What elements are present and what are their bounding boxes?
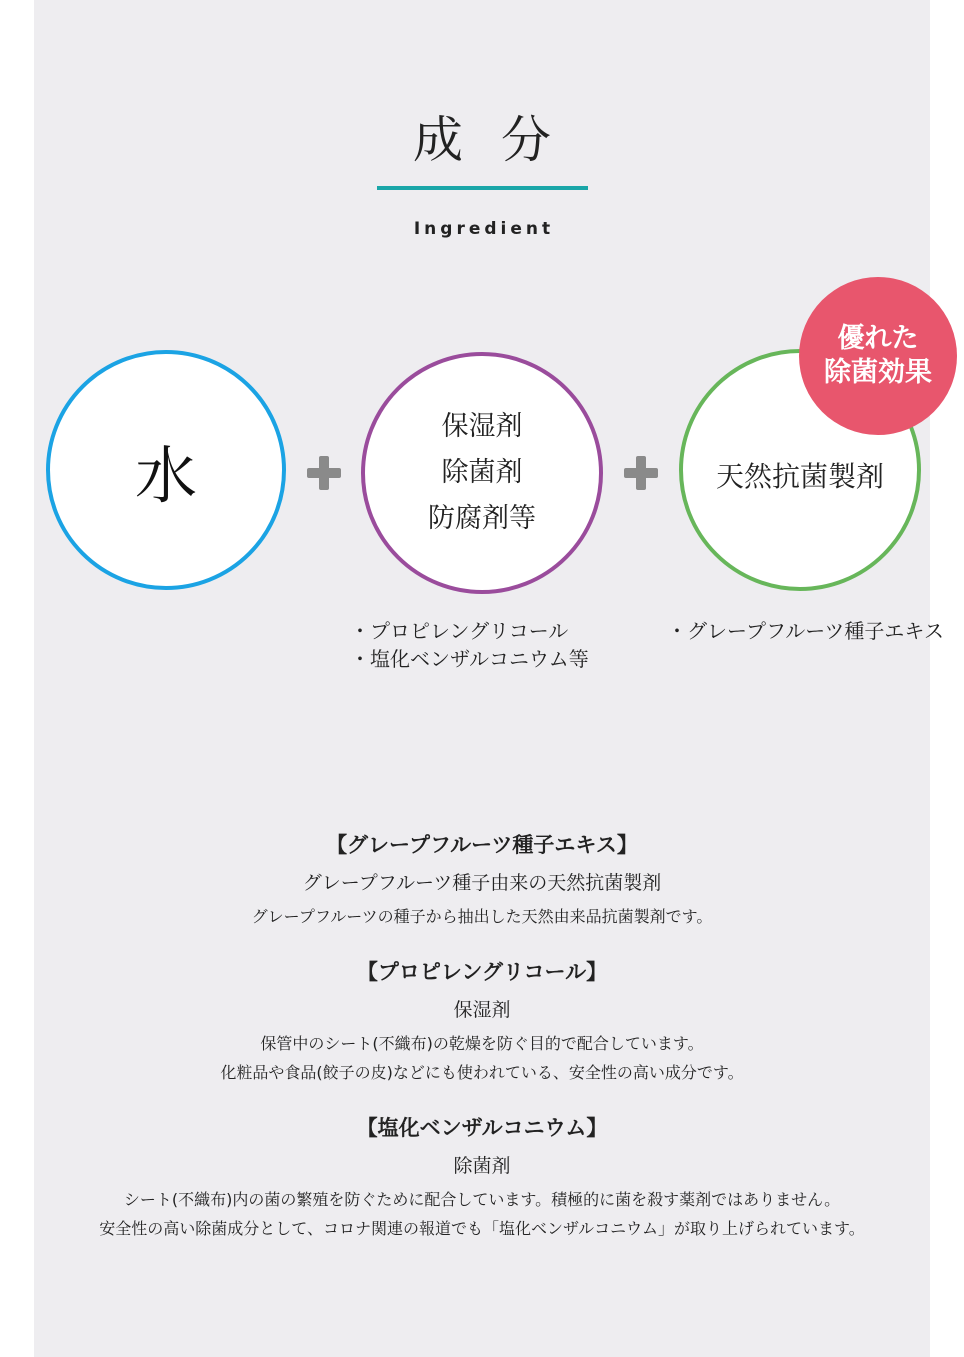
section-description — [34, 1185, 930, 1243]
additives-bullet-list — [350, 617, 589, 673]
water-circle — [46, 350, 286, 590]
section-title: 【プロピレングリコール】 — [356, 960, 608, 984]
page-title: 成分 — [413, 111, 589, 169]
effect-badge — [799, 277, 957, 435]
bullet-item: ・プロピレングリコール — [350, 619, 569, 643]
section-title: 【塩化ベンザルコニウム】 — [356, 1116, 608, 1140]
natural-bullet-list — [667, 617, 944, 645]
bullet-item: ・塩化ベンザルコニウム等 — [350, 647, 589, 671]
description-line: シート(不織布)内の菌の繁殖を防ぐために配合しています。積極的に菌を殺す薬剤ではありません。 — [123, 1190, 841, 1209]
title-underline — [377, 186, 588, 190]
section-subtitle: 保湿剤 — [453, 999, 511, 1021]
additives-labels — [428, 404, 536, 542]
additive-moisturizer: 保湿剤 — [441, 411, 523, 442]
bullet-item: ・グレープフルーツ種子エキス — [667, 619, 944, 643]
section-benzalkonium — [34, 1111, 930, 1243]
badge-line-1: 優れた — [837, 323, 919, 354]
description-line: 化粧品や食品(餃子の皮)などにも使われている、安全性の高い成分です。 — [220, 1063, 744, 1082]
page-subtitle: Ingredient — [413, 219, 555, 239]
plus-icon — [307, 456, 341, 490]
section-description: グレープフルーツの種子から抽出した天然由来品抗菌製剤です。 — [251, 907, 713, 926]
section-subtitle: 除菌剤 — [453, 1155, 511, 1177]
ingredient-details — [34, 828, 930, 1267]
section-description — [34, 1029, 930, 1087]
section-subtitle: グレープフルーツ種子由来の天然抗菌製剤 — [302, 872, 662, 894]
badge-line-2: 除菌効果 — [824, 357, 932, 388]
additive-disinfectant: 除菌剤 — [441, 457, 523, 488]
additive-preservative: 防腐剤等 — [428, 503, 536, 534]
section-grapefruit — [34, 828, 930, 931]
section-propylene-glycol — [34, 955, 930, 1087]
additives-circle — [361, 352, 603, 594]
water-label: 水 — [134, 438, 197, 512]
plus-icon — [624, 456, 658, 490]
description-line: 保管中のシート(不織布)の乾燥を防ぐ目的で配合しています。 — [260, 1034, 704, 1053]
natural-antibacterial-label: 天然抗菌製剤 — [715, 460, 884, 493]
description-line: 安全性の高い除菌成分として、コロナ関連の報道でも「塩化ベンザルコニウム」が取り上げられています。 — [99, 1219, 865, 1238]
section-title: 【グレープフルーツ種子エキス】 — [326, 833, 638, 857]
